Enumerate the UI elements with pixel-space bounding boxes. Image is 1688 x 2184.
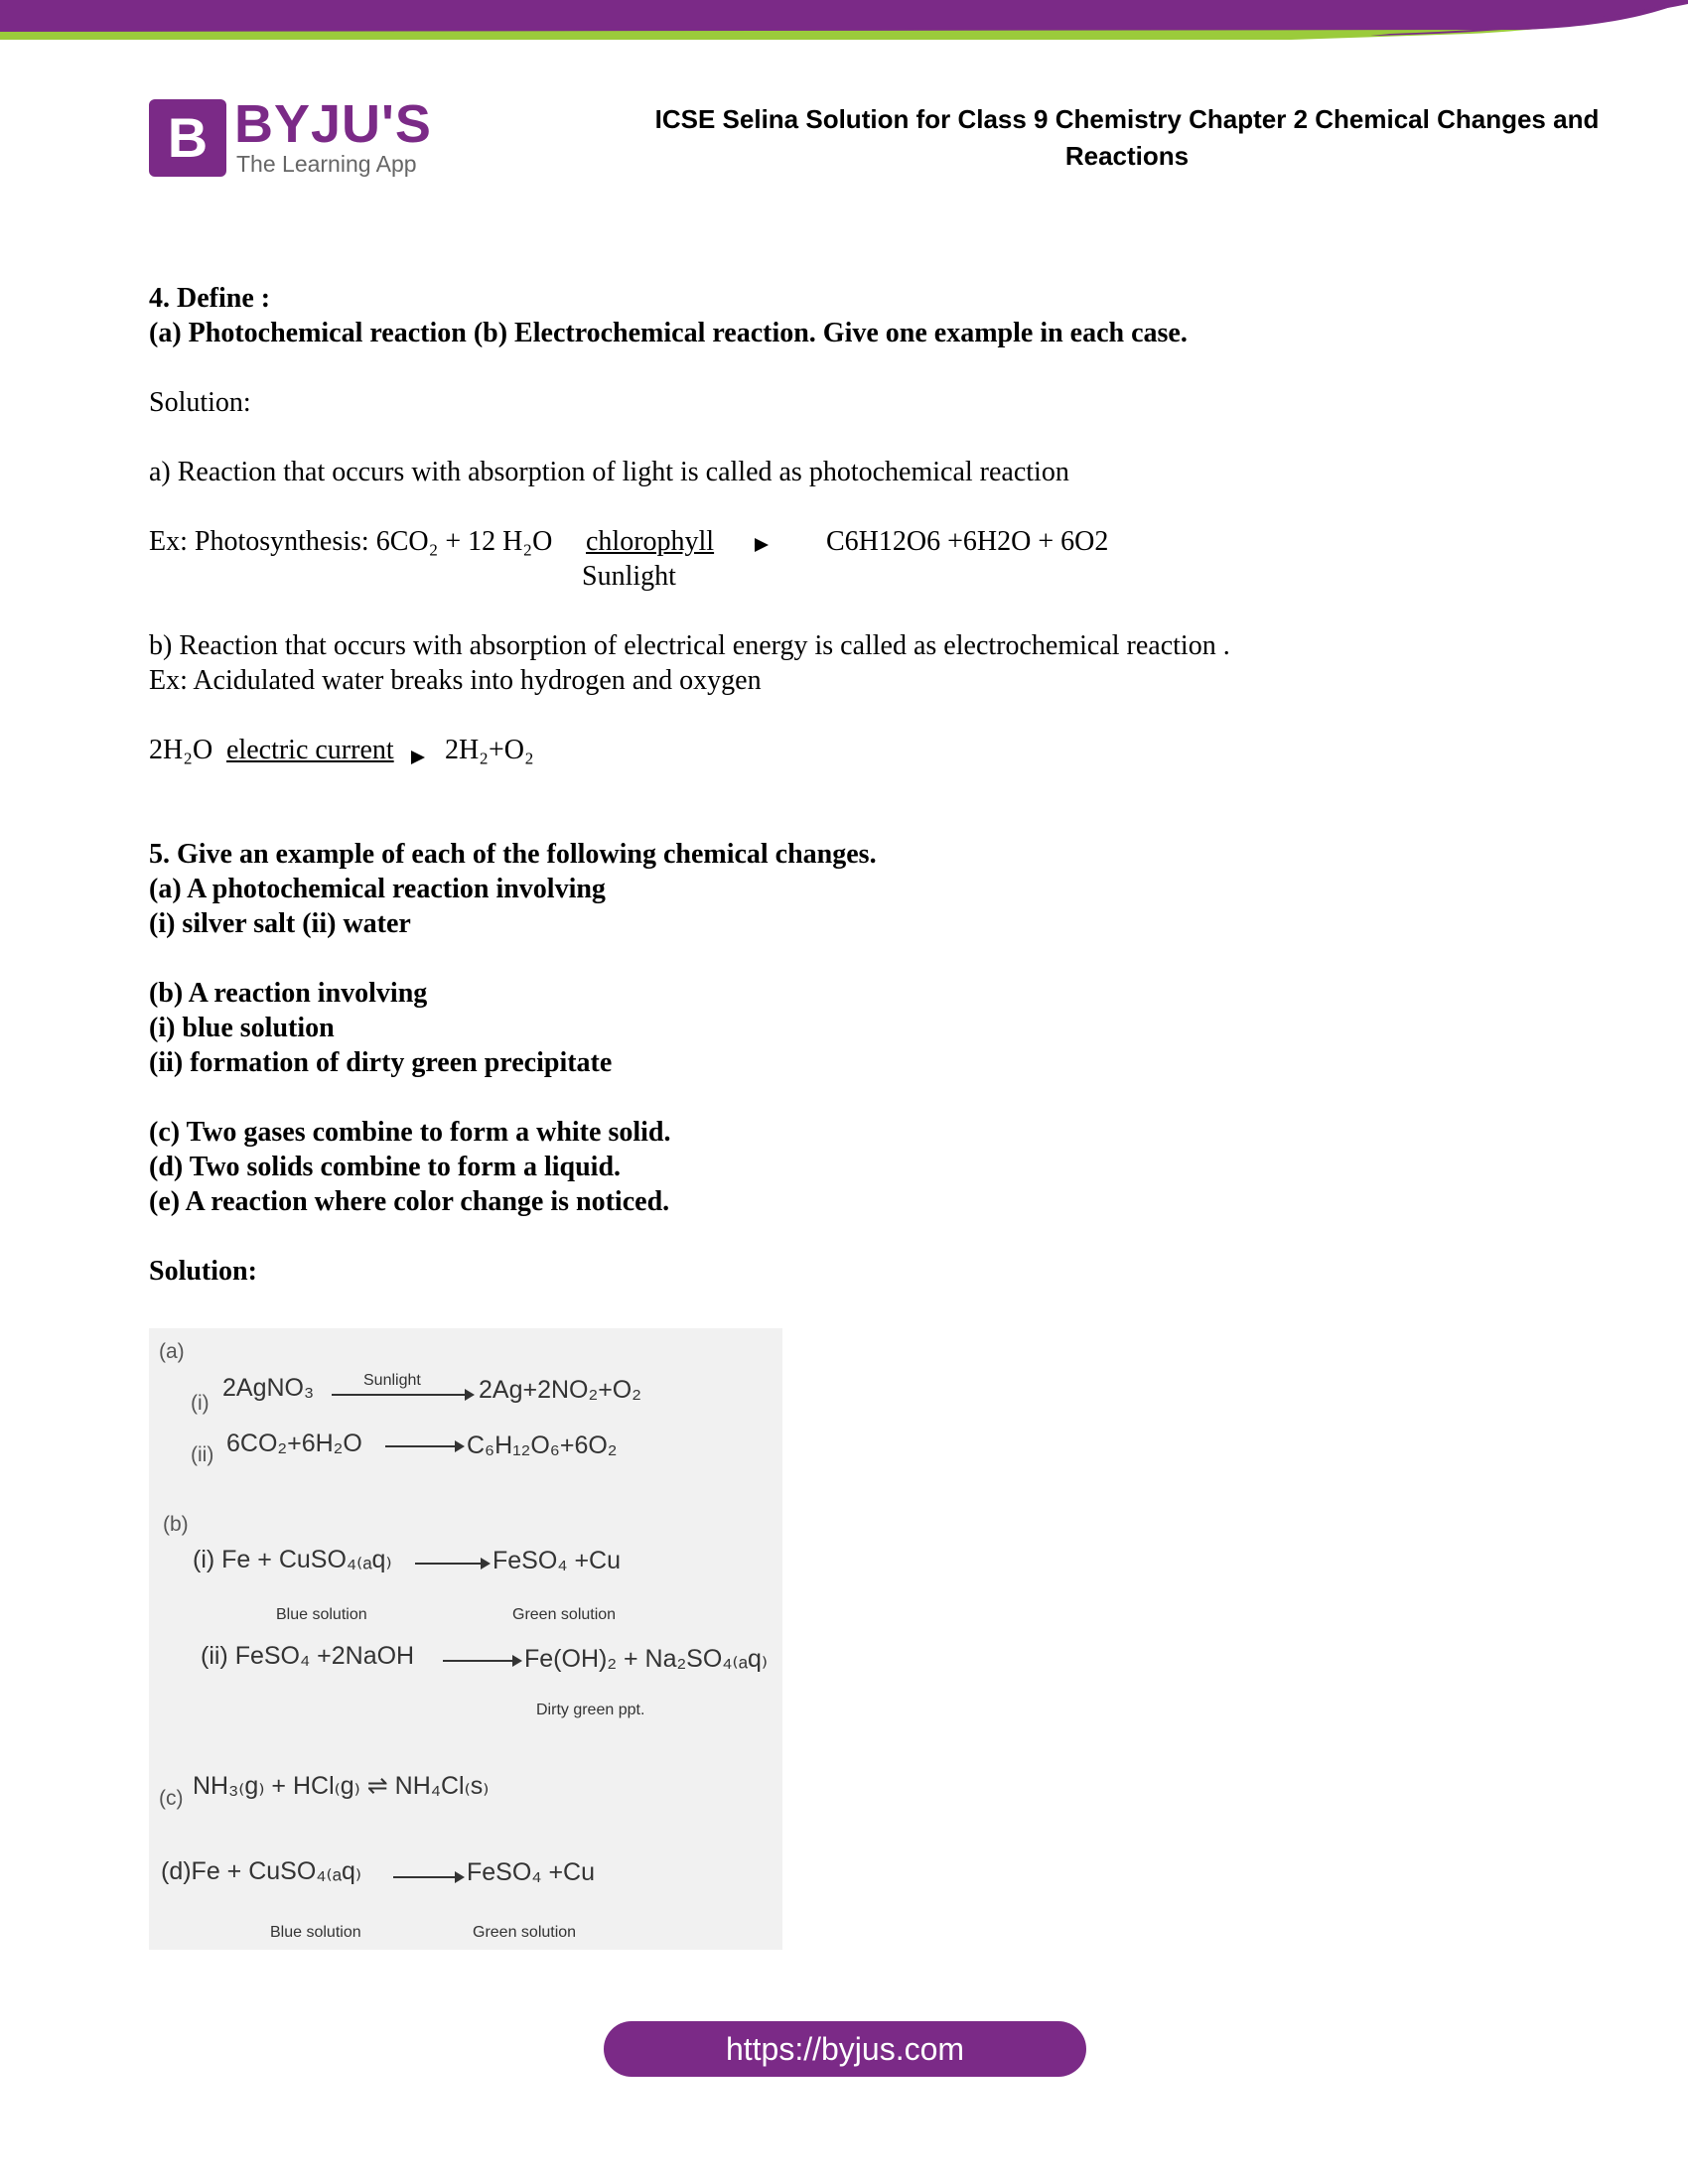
arrow-icon <box>411 751 425 764</box>
photosynthesis-equation <box>149 524 1539 594</box>
document-title: ICSE Selina Solution for Class 9 Chemistry Chapter 2 Chemical Changes and Reactions <box>654 104 1600 171</box>
note-blue-solution: Blue solution <box>276 1606 367 1623</box>
eq-b-i-lhs: (i) Fe + CuSO₄₍ₐq₎ <box>193 1546 392 1573</box>
electrolysis-equation <box>149 733 1539 767</box>
arrow-condition: electric current <box>226 735 394 765</box>
q5-part-b-i: (i) blue solution <box>149 1013 335 1043</box>
eq-a-i-rhs: 2Ag+2NO₂+O₂ <box>479 1376 641 1404</box>
q5-part-d: (d) Two solids combine to form a liquid. <box>149 1152 622 1182</box>
arrow-condition-below: Sunlight <box>582 561 676 592</box>
equation-products: 2H₂+O₂ <box>445 735 534 765</box>
equation-reactants: 2H₂O <box>149 735 213 765</box>
q4-heading: 4. Define : <box>149 283 271 314</box>
arrow-icon <box>415 1563 489 1565</box>
q5-part-e: (e) A reaction where color change is noticed. <box>149 1186 670 1217</box>
document-body <box>149 281 1539 1289</box>
label-b: (b) <box>163 1513 189 1536</box>
eq-c: NH₃₍g₎ + HCl₍g₎ ⇌ NH₄Cl₍s₎ <box>193 1772 490 1800</box>
arrow-icon <box>755 538 769 552</box>
byjus-logo <box>149 94 437 181</box>
arrow-icon <box>393 1876 463 1878</box>
eq-b-ii-lhs: (ii) FeSO₄ +2NaOH <box>201 1642 415 1670</box>
eq-a-ii-lhs: 6CO₂+6H₂O <box>226 1430 362 1457</box>
arrow-icon <box>385 1445 463 1447</box>
q5-part-a: (a) A photochemical reaction involving <box>149 874 606 904</box>
equation-reactants: Ex: Photosynthesis: 6CO₂ + 12 H₂O <box>149 526 553 557</box>
q5-part-a-items: (i) silver salt (ii) water <box>149 908 411 939</box>
logo-tagline: The Learning App <box>236 151 417 177</box>
note-green-solution: Green solution <box>473 1924 577 1941</box>
eq-b-i-rhs: FeSO₄ +Cu <box>492 1547 622 1574</box>
q5-part-c: (c) Two gases combine to form a white solid. <box>149 1117 671 1148</box>
equation-products: C6H12O6 +6H2O + 6O2 <box>826 526 1109 557</box>
eq-d-rhs: FeSO₄ +Cu <box>467 1858 596 1886</box>
label-a-i: (i) <box>191 1392 210 1415</box>
top-decorative-bar <box>0 0 1688 60</box>
eq-a-ii-rhs: C₆H₁₂O₆+6O₂ <box>467 1432 618 1459</box>
website-link[interactable]: https://byjus.com <box>604 2021 1086 2077</box>
label-a: (a) <box>159 1340 185 1363</box>
eq-b-ii-rhs: Fe(OH)₂ + Na₂SO₄₍ₐq₎ <box>524 1645 768 1673</box>
q4-solution-label: Solution: <box>149 387 251 418</box>
q4-question: (a) Photochemical reaction (b) Electrochemical reaction. Give one example in each case. <box>149 318 1188 348</box>
q5-part-b-ii: (ii) formation of dirty green precipitate <box>149 1047 613 1078</box>
q5-heading: 5. Give an example of each of the following chemical changes. <box>149 839 877 870</box>
eq-a-i-condition: Sunlight <box>363 1372 421 1389</box>
note-blue-solution: Blue solution <box>270 1924 361 1941</box>
eq-a-i-lhs: 2AgNO₃ <box>222 1374 315 1402</box>
q5-solution-label: Solution: <box>149 1256 257 1287</box>
label-a-ii: (ii) <box>191 1443 214 1466</box>
q4-answer-a: a) Reaction that occurs with absorption of light is called as photochemical reaction <box>149 457 1069 487</box>
label-c: (c) <box>159 1787 184 1810</box>
logo-icon: B <box>149 99 226 177</box>
arrow-condition: chlorophyll <box>586 526 715 557</box>
arrow-icon <box>332 1394 473 1396</box>
solution-equations-image <box>149 1328 782 1950</box>
eq-d-lhs: (d)Fe + CuSO₄₍ₐq₎ <box>161 1857 361 1885</box>
logo-name: BYJU'S <box>234 94 432 154</box>
q4-example-b: Ex: Acidulated water breaks into hydrogen and oxygen <box>149 665 762 696</box>
arrow-icon <box>443 1660 520 1662</box>
q5-part-b: (b) A reaction involving <box>149 978 428 1009</box>
note-green-solution: Green solution <box>512 1606 617 1623</box>
note-dirty-green-ppt: Dirty green ppt. <box>536 1702 645 1718</box>
q4-answer-b: b) Reaction that occurs with absorption of electrical energy is called as electrochemical reaction . <box>149 630 1230 661</box>
